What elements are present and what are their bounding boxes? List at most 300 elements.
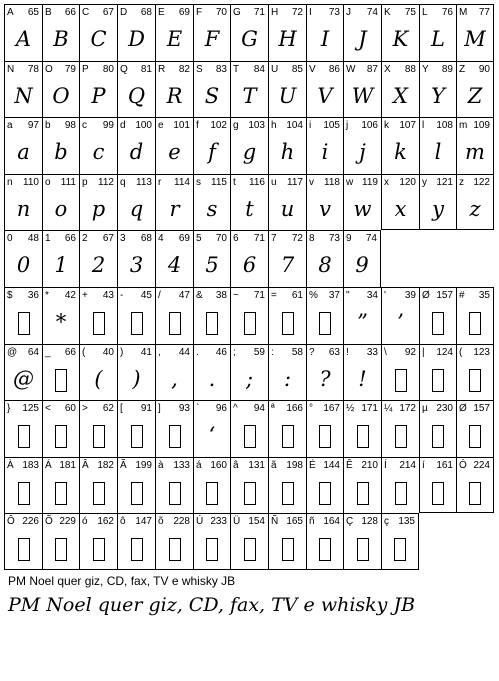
cell-char-code: 39 [404,290,416,301]
missing-glyph-box [307,531,343,565]
cell-char-label: , [158,347,161,358]
cell-char-code: 74 [366,7,378,18]
cell-char-label: µ [422,403,428,414]
cell-glyph: 2 [91,253,106,277]
cell-glyph: b [54,140,68,164]
cell-char-label: v [309,177,314,188]
missing-glyph-box [194,475,230,509]
cell-glyph: 8 [318,253,332,277]
cell-char-code: 166 [286,403,303,414]
cell-char-code: 37 [328,290,340,301]
cell-char-code: 116 [249,177,265,188]
cell-char-label: % [309,290,318,301]
glyph-cell [268,230,306,287]
cell-char-code: 45 [140,290,152,301]
glyph-cell [79,287,117,344]
glyph-cell [230,117,268,174]
cell-char-label: k [384,120,389,131]
glyph-cell [230,513,268,570]
cell-char-code: 120 [399,177,416,188]
cell-char-code: 60 [64,403,76,414]
cell-char-code: 66 [64,347,76,358]
cell-char-code: 228 [173,516,190,527]
cell-char-label: d [120,120,126,131]
glyph-cell [381,61,419,117]
glyph-cell [4,457,42,513]
glyph-cell [268,344,306,400]
cell-glyph: E [166,27,183,51]
cell-char-code: 78 [27,64,39,75]
missing-glyph-box [156,475,193,509]
cell-char-code: 108 [436,120,453,131]
cell-char-code: 101 [173,120,190,131]
cell-char-label: ( [459,347,463,358]
glyph-cell [42,400,79,457]
glyph-cell [306,61,343,117]
glyph-cell [343,174,381,230]
cell-char-label: P [82,64,89,75]
cell-char-label: Q [120,64,128,75]
cell-char-code: 61 [291,290,303,301]
cell-char-label: g [233,120,239,131]
glyph-cell [230,400,268,457]
cell-glyph: M [464,27,486,51]
missing-glyph-box [156,418,193,452]
cell-glyph: O [52,84,70,108]
cell-char-code: 62 [102,403,114,414]
character-map-grid [4,4,494,570]
cell-char-code: 157 [436,290,453,301]
cell-char-label: z [459,177,464,188]
cell-char-label: D [120,7,128,18]
cell-char-label: Ô [7,516,15,527]
cell-char-code: 214 [399,460,416,471]
cell-char-label: ; [233,347,236,358]
cell-char-code: 182 [97,460,114,471]
missing-glyph-box [420,418,456,452]
cell-glyph: 1 [54,253,68,277]
glyph-cell [193,4,230,61]
cell-char-label: ~ [233,290,239,301]
cell-glyph: ” [357,310,368,334]
cell-char-label: # [459,290,465,301]
cell-char-label: b [45,120,51,131]
cell-char-code: 105 [323,120,340,131]
cell-glyph: ! [358,367,367,391]
cell-char-label: w [346,177,354,188]
cell-char-code: 43 [102,290,114,301]
glyph-cell [42,61,79,117]
glyph-cell [343,513,381,570]
cell-char-code: 172 [399,403,416,414]
cell-glyph: l [434,140,442,164]
glyph-cell [193,457,230,513]
missing-glyph-box [5,475,42,509]
cell-glyph: r [169,197,180,221]
cell-char-code: 183 [22,460,39,471]
missing-glyph-box [307,475,343,509]
glyph-cell [230,457,268,513]
cell-char-code: 88 [404,64,416,75]
cell-char-label: / [158,290,161,301]
cell-char-code: 122 [473,177,490,188]
cell-char-code: 111 [60,177,76,188]
missing-glyph-box [420,475,456,509]
glyph-cell [4,287,42,344]
cell-char-code: 66 [64,7,76,18]
glyph-cell [343,457,381,513]
cell-char-code: 89 [441,64,453,75]
sample-text-plain: PM Noel quer giz, CD, fax, TV e whisky JB [8,574,236,588]
missing-glyph-box [420,305,456,339]
missing-glyph-box [231,475,268,509]
cell-char-label: K [384,7,391,18]
glyph-cell [42,230,79,287]
glyph-cell [306,513,343,570]
cell-glyph: o [54,197,68,221]
cell-char-code: 210 [361,460,378,471]
cell-char-label: p [82,177,88,188]
cell-glyph: m [465,140,485,164]
cell-glyph: c [92,140,105,164]
cell-char-code: 117 [287,177,303,188]
cell-glyph: 3 [129,253,144,277]
cell-char-code: 224 [473,460,490,471]
glyph-cell [419,61,456,117]
glyph-cell [42,513,79,570]
glyph-cell [79,513,117,570]
cell-char-label: Õ [45,516,53,527]
cell-char-code: 123 [473,347,490,358]
glyph-cell [419,344,456,400]
cell-char-label: + [82,290,88,301]
glyph-cell [230,61,268,117]
cell-char-code: 199 [135,460,152,471]
cell-glyph: 9 [355,253,369,277]
cell-char-code: 102 [210,120,227,131]
cell-char-code: 34 [366,290,378,301]
cell-char-code: 69 [178,233,190,244]
cell-char-label: U [271,64,279,75]
missing-glyph-box [80,305,117,339]
cell-char-label: ñ [309,516,315,527]
glyph-cell [230,287,268,344]
glyph-cell [193,174,230,230]
glyph-cell [268,174,306,230]
missing-glyph-box [269,475,306,509]
cell-char-label: t [233,177,236,188]
cell-char-code: 128 [361,516,378,527]
cell-glyph: * [55,310,67,334]
cell-char-label: 8 [309,233,315,244]
glyph-cell [456,287,494,344]
glyph-cell [381,457,419,513]
cell-char-label: Â [82,460,89,471]
missing-glyph-box [382,475,419,509]
glyph-cell [79,457,117,513]
cell-char-code: 87 [366,64,378,75]
glyph-cell [381,400,419,457]
cell-char-code: 86 [328,64,340,75]
cell-glyph: F [204,27,220,51]
cell-glyph: f [208,140,216,164]
cell-glyph: X [393,84,408,108]
cell-char-label: u [271,177,277,188]
glyph-cell [456,457,494,513]
cell-char-code: 71 [253,290,265,301]
glyph-cell [4,174,42,230]
cell-char-code: 70 [215,7,227,18]
cell-char-label: Ø [459,403,467,414]
cell-char-code: 46 [215,347,227,358]
missing-glyph-box [5,305,42,339]
cell-char-code: 92 [404,347,416,358]
cell-glyph: I [320,27,330,51]
missing-glyph-box [420,362,456,396]
cell-char-code: 164 [323,516,340,527]
missing-glyph-box [5,531,42,565]
cell-char-code: 106 [361,120,378,131]
glyph-cell [79,61,117,117]
glyph-cell [381,344,419,400]
glyph-cell [306,287,343,344]
cell-char-code: 233 [210,516,227,527]
glyph-cell [155,287,193,344]
cell-char-label: _ [45,347,51,358]
cell-glyph: N [14,84,33,108]
missing-glyph-box [382,362,419,396]
cell-char-label: Z [459,64,466,75]
cell-char-code: 65 [27,7,39,18]
cell-char-code: 68 [140,233,152,244]
glyph-cell [79,4,117,61]
cell-char-label: - [120,290,124,301]
glyph-cell [42,174,79,230]
glyph-cell [155,4,193,61]
cell-char-label: C [82,7,90,18]
cell-char-code: 167 [323,403,340,414]
glyph-cell [381,117,419,174]
glyph-cell [419,117,456,174]
cell-char-code: 59 [253,347,265,358]
cell-char-label: H [271,7,279,18]
cell-char-code: 147 [135,516,152,527]
cell-char-label: r [158,177,162,188]
glyph-cell [155,117,193,174]
cell-glyph: x [394,197,407,221]
cell-char-code: 160 [210,460,227,471]
glyph-cell [193,400,230,457]
cell-glyph: Z [467,84,483,108]
cell-char-label: á [196,460,202,471]
missing-glyph-box [307,418,343,452]
cell-char-label: ô [120,516,126,527]
cell-char-code: 68 [140,7,152,18]
missing-glyph-box [269,531,306,565]
cell-char-label: $ [7,290,13,301]
cell-char-label: X [384,64,391,75]
cell-char-label: < [45,403,51,414]
cell-char-code: 81 [140,64,152,75]
cell-char-code: 67 [102,7,114,18]
cell-char-label: & [196,290,203,301]
cell-glyph: L [431,27,445,51]
missing-glyph-box [194,531,230,565]
cell-char-label: O [45,64,53,75]
glyph-cell [42,457,79,513]
cell-char-code: 135 [398,516,415,527]
cell-char-label: Ø [422,290,430,301]
cell-glyph: n [16,197,31,221]
cell-char-code: 229 [59,516,76,527]
cell-char-code: 165 [286,516,303,527]
glyph-cell [268,400,306,457]
glyph-cell [381,513,419,570]
cell-char-code: 107 [399,120,416,131]
glyph-cell [456,400,494,457]
cell-char-code: 99 [102,120,114,131]
glyph-cell [343,61,381,117]
cell-char-label: [ [120,403,123,414]
cell-char-label: í [422,460,425,471]
cell-char-code: 42 [64,290,76,301]
cell-char-code: 72 [291,233,303,244]
cell-char-label: 9 [346,233,352,244]
glyph-cell [117,230,155,287]
cell-char-code: 73 [328,7,340,18]
cell-char-label: 5 [196,233,202,244]
cell-char-label: Á [45,460,52,471]
cell-glyph: T [242,84,257,108]
cell-char-label: . [196,347,199,358]
glyph-cell [456,344,494,400]
cell-char-code: 83 [215,64,227,75]
glyph-cell [230,4,268,61]
cell-char-code: 226 [22,516,39,527]
glyph-cell [155,61,193,117]
cell-char-label: } [7,403,11,414]
cell-char-label: Ç [346,516,354,527]
cell-char-code: 144 [323,460,340,471]
cell-glyph: k [394,140,407,164]
cell-char-label: ` [196,403,200,414]
cell-char-label: ç [384,516,389,527]
cell-char-label: ) [120,347,124,358]
missing-glyph-box [231,531,268,565]
cell-char-code: 84 [253,64,265,75]
glyph-cell [4,400,42,457]
missing-glyph-box [5,418,42,452]
missing-glyph-box [269,305,306,339]
cell-char-label: â [233,460,239,471]
cell-char-code: 79 [64,64,76,75]
cell-char-code: 48 [27,233,39,244]
cell-char-label: 6 [233,233,239,244]
cell-glyph: j [359,140,366,164]
cell-char-label: S [196,64,203,75]
cell-char-code: 161 [436,460,453,471]
cell-char-label: ó [82,516,88,527]
glyph-cell [306,230,343,287]
glyph-cell [268,61,306,117]
cell-glyph: 0 [16,253,31,277]
cell-char-label: : [271,347,274,358]
glyph-cell [193,230,230,287]
cell-glyph: ) [132,367,141,391]
cell-char-label: E [158,7,165,18]
cell-char-label: ! [346,347,349,358]
glyph-cell [42,117,79,174]
cell-glyph: K [392,27,409,51]
cell-char-label: a [7,120,13,131]
glyph-cell [4,117,42,174]
cell-char-label: | [422,347,425,358]
glyph-cell [306,344,343,400]
cell-char-label: ° [309,403,313,414]
cell-glyph: R [166,84,183,108]
cell-char-label: Y [422,64,429,75]
glyph-cell [306,117,343,174]
glyph-cell [381,174,419,230]
cell-char-label: Ñ [271,516,279,527]
glyph-cell [268,513,306,570]
missing-glyph-box [382,418,419,452]
glyph-cell [117,117,155,174]
cell-char-code: 93 [178,403,190,414]
cell-glyph: , [171,367,178,391]
cell-glyph: Y [431,84,445,108]
cell-char-label: Ó [459,460,467,471]
cell-char-code: 40 [102,347,114,358]
cell-char-code: 125 [22,403,39,414]
glyph-cell [4,513,42,570]
cell-glyph: p [91,197,106,221]
glyph-cell [79,400,117,457]
cell-char-code: 47 [178,290,190,301]
cell-char-code: 162 [97,516,114,527]
cell-char-label: @ [7,347,18,358]
glyph-cell [343,230,381,287]
glyph-cell [456,174,494,230]
glyph-cell [456,117,494,174]
cell-char-label: = [271,290,277,301]
glyph-cell [381,4,419,61]
glyph-cell [79,117,117,174]
cell-char-code: 119 [362,177,378,188]
cell-glyph: U [278,84,297,108]
cell-glyph: P [91,84,106,108]
cell-glyph: S [204,84,220,108]
cell-char-code: 100 [135,120,152,131]
cell-glyph: Q [127,84,146,108]
cell-char-code: 73 [328,233,340,244]
cell-char-code: 75 [404,7,416,18]
cell-char-label: ª [271,403,275,414]
cell-glyph: ; [245,367,254,391]
glyph-cell [193,344,230,400]
cell-glyph: D [128,27,145,51]
glyph-cell [343,344,381,400]
cell-char-label: ½ [346,403,355,414]
cell-char-code: 36 [27,290,39,301]
cell-char-code: 112 [98,177,114,188]
cell-char-label: J [346,7,351,18]
cell-char-label: ' [384,290,386,301]
cell-glyph: 5 [205,253,219,277]
glyph-cell [268,4,306,61]
glyph-cell [155,457,193,513]
missing-glyph-box [80,475,117,509]
